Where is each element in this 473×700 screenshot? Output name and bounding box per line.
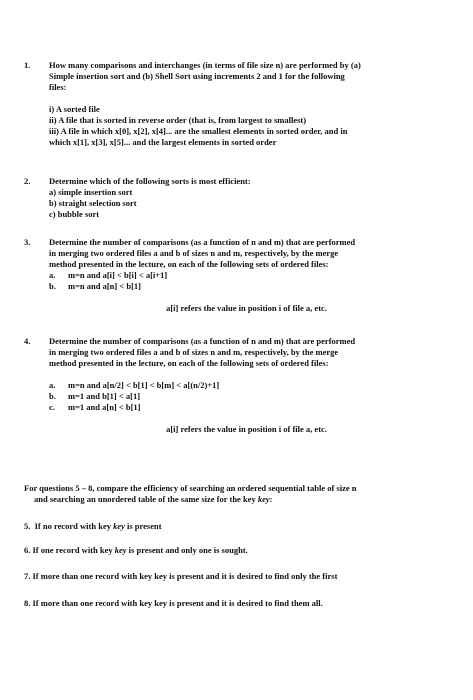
question-1-line-2: Simple insertion sort and (b) Shell Sort using increments 2 and 1 for the following	[49, 71, 345, 81]
question-2-option-b: b) straight selection sort	[49, 198, 137, 208]
question-1-case-1: i) A sorted file	[49, 104, 100, 114]
question-6-end: is present and only one is sought.	[126, 545, 248, 555]
question-3-number: 3.	[24, 237, 31, 247]
question-1-line-3: files:	[49, 82, 67, 92]
question-1-case-3-cont: which x[1], x[3], x[5]... and the largest elements in sorted order	[49, 137, 277, 147]
question-1	[24, 60, 454, 148]
question-2-option-c: c) bubble sort	[49, 209, 100, 219]
question-6	[24, 545, 248, 556]
question-1-case-3: iii) A file in which x[0], x[2], x[4]... are the smallest elements in sorted order, and in	[49, 126, 348, 136]
question-4-line-2: in merging two ordered files a and b of sizes n and m, respectively, by the merge	[49, 347, 339, 357]
question-6-text: 6. If one record with key	[24, 545, 115, 555]
question-3-note: a[i] refers the value in position i of file a, etc.	[166, 303, 327, 313]
question-3-item-a-text: m=n and a[i] < b[i] < a[i+1]	[68, 270, 168, 280]
question-4-line-3: method presented in the lecture, on each of the following sets of ordered files:	[49, 358, 329, 368]
question-5	[24, 521, 162, 532]
question-4-item-c-label: c.	[49, 402, 55, 412]
question-1-number: 1.	[24, 60, 31, 70]
intro-key-word: key	[257, 494, 270, 504]
question-4	[24, 336, 454, 435]
question-4-line-1: Determine the number of comparisons (as a function of n and m) that are performed	[49, 336, 356, 346]
question-2	[24, 176, 454, 220]
question-5-text: 5. If no record with key	[24, 521, 114, 531]
intro-line-1: For questions 5 – 8, compare the efficiency of searching an ordered sequential table of size n	[24, 483, 357, 493]
question-3	[24, 237, 454, 314]
question-4-item-c-text: m=1 and a[n] < b[1]	[68, 402, 141, 412]
question-4-item-a	[49, 380, 454, 391]
intro-line-2-end: :	[269, 494, 273, 504]
question-6-key-word: key	[114, 545, 127, 555]
question-3-line-1: Determine the number of comparisons (as a function of n and m) that are performed	[49, 237, 356, 247]
question-3-line-2: in merging two ordered files a and b of sizes n and m, respectively, by the merge	[49, 248, 339, 258]
question-3-item-a-label: a.	[49, 270, 56, 280]
question-3-item-a	[49, 270, 454, 281]
question-4-item-b-label: b.	[49, 391, 56, 401]
question-3-item-b-label: b.	[49, 281, 56, 291]
question-4-item-a-text: m=n and a[n/2] < b[1] < b[m] < a[(n/2)+1]	[68, 380, 220, 390]
question-4-number: 4.	[24, 336, 31, 346]
question-4-item-b-text: m=1 and b[1] < a[1]	[68, 391, 141, 401]
question-1-line-1: How many comparisons and interchanges (in terms of file size n) are performed by (a)	[49, 60, 361, 70]
question-4-item-c	[49, 402, 454, 413]
question-2-number: 2.	[24, 176, 31, 186]
questions-5-8-intro	[24, 483, 454, 505]
question-3-item-b	[49, 281, 454, 292]
question-4-item-a-label: a.	[49, 380, 56, 390]
question-1-case-2: ii) A file that is sorted in reverse order (that is, from largest to smallest)	[49, 115, 307, 125]
question-7: 7. If more than one record with key key is present and it is desired to find only the first	[24, 571, 338, 581]
question-8: 8. If more than one record with key key is present and it is desired to find them all.	[24, 598, 323, 608]
question-3-line-3: method presented in the lecture, on each of the following sets of ordered files:	[49, 259, 329, 269]
intro-line-2	[34, 494, 454, 505]
question-5-end: is present	[124, 521, 162, 531]
question-4-note: a[i] refers the value in position i of file a, etc.	[166, 424, 327, 434]
question-2-option-a: a) simple insertion sort	[49, 187, 133, 197]
question-4-item-b	[49, 391, 454, 402]
question-5-key-word: key	[113, 521, 125, 531]
question-2-line-1: Determine which of the following sorts is most efficient:	[49, 176, 251, 186]
intro-line-2-text: and searching an unordered table of the same size for the key	[34, 494, 258, 504]
question-3-item-b-text: m=n and a[n] < b[1]	[68, 281, 141, 291]
